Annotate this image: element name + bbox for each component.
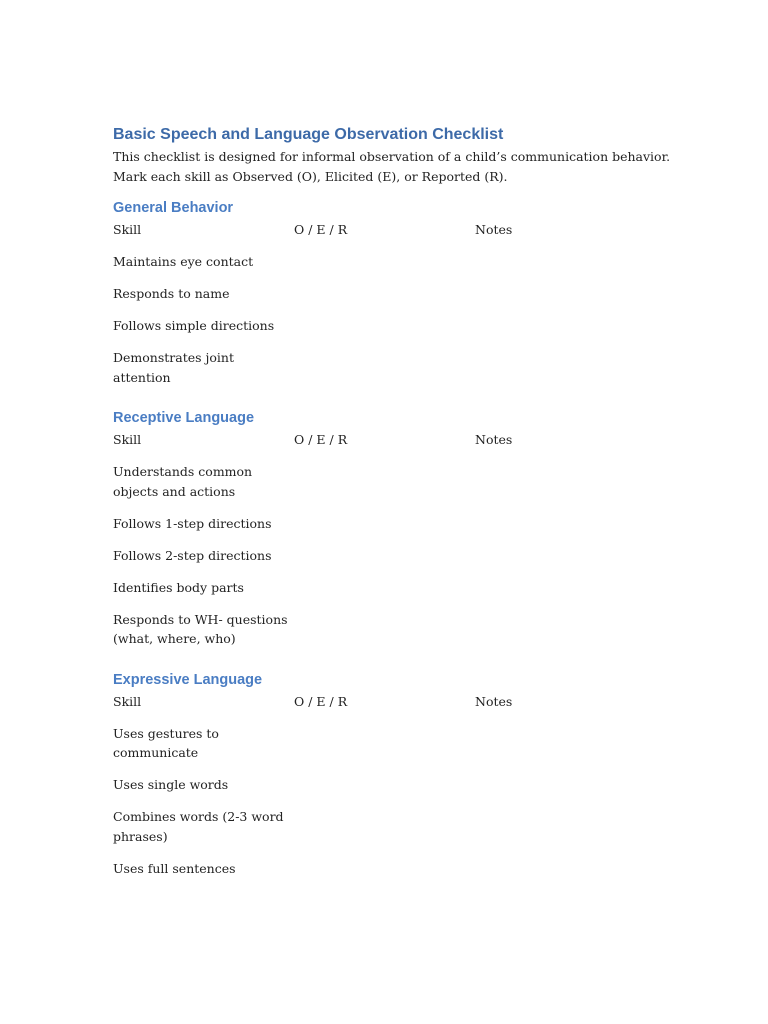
column-header-skill: Skill: [113, 693, 142, 709]
column-header-notes: Notes: [475, 432, 513, 447]
checklist-section: [113, 670, 673, 879]
section-heading: General Behavior: [113, 200, 234, 216]
skill-row: [113, 859, 673, 879]
checklist-section: [113, 198, 673, 387]
intro-line-2: Mark each skill as Observed (O), Elicited (E), or Reported (R).: [113, 168, 508, 184]
skill-label-line: Responds to name: [113, 286, 230, 301]
notes-cell: [475, 252, 673, 272]
oer-cell: [294, 316, 475, 336]
notes-cell: [475, 462, 673, 501]
skill-row: [113, 724, 673, 763]
skill-label: [113, 316, 294, 336]
skill-row: [113, 462, 673, 501]
notes-cell: [475, 348, 673, 387]
notes-cell: [475, 316, 673, 336]
document-page: [113, 125, 673, 878]
oer-cell: [294, 514, 475, 534]
skill-label-line: phrases): [113, 828, 168, 844]
column-header-row: [113, 692, 673, 712]
skill-label-line: Uses single words: [113, 777, 229, 792]
notes-cell: [475, 546, 673, 566]
skill-row: [113, 610, 673, 649]
checklist-section: [113, 408, 673, 649]
skill-label-line: Identifies body parts: [113, 579, 244, 595]
skill-label: [113, 578, 294, 598]
oer-cell: [294, 775, 475, 795]
oer-cell: [294, 724, 475, 763]
skill-label: [113, 252, 294, 272]
skill-label-line: Follows 1-step directions: [113, 515, 272, 531]
skill-label-line: Uses full sentences: [113, 860, 236, 876]
skill-label-line: communicate: [113, 745, 199, 760]
column-header-oer: O / E / R: [294, 222, 348, 237]
column-header-oer: O / E / R: [294, 432, 348, 447]
section-heading: Expressive Language: [113, 671, 263, 688]
skill-label: [113, 284, 294, 304]
skill-row: [113, 775, 673, 795]
column-header-notes: Notes: [475, 693, 513, 709]
column-header-row: [113, 430, 673, 450]
skill-row: [113, 578, 673, 598]
skill-label-line: Combines words (2-3 word: [113, 809, 284, 824]
notes-cell: [475, 284, 673, 304]
skill-label-line: Uses gestures to: [113, 725, 219, 741]
notes-cell: [475, 775, 673, 795]
skill-label: [113, 859, 294, 879]
oer-cell: [294, 610, 475, 649]
skill-label-line: Maintains eye contact: [113, 254, 254, 269]
skill-label-line: Responds to WH- questions: [113, 611, 288, 627]
skill-label: [113, 462, 294, 501]
column-header-skill: Skill: [113, 432, 142, 447]
skill-label-line: Follows simple directions: [113, 318, 275, 333]
skill-row: [113, 348, 673, 387]
notes-cell: [475, 859, 673, 879]
skill-row: [113, 546, 673, 566]
skill-label-line: attention: [113, 369, 171, 385]
column-header-row: [113, 220, 673, 240]
section-heading: Receptive Language: [113, 410, 255, 426]
skill-label: [113, 546, 294, 566]
oer-cell: [294, 546, 475, 566]
skill-row: [113, 514, 673, 534]
skill-row: [113, 284, 673, 304]
notes-cell: [475, 807, 673, 846]
notes-cell: [475, 514, 673, 534]
skill-label-line: Understands common: [113, 464, 253, 479]
notes-cell: [475, 724, 673, 763]
intro-line-1: This checklist is designed for informal observation of a child’s communication behavior.: [113, 149, 671, 164]
skill-label-line: Demonstrates joint: [113, 350, 234, 365]
oer-cell: [294, 348, 475, 387]
skill-label: [113, 807, 294, 846]
skill-label: [113, 610, 294, 649]
skill-label-line: Follows 2-step directions: [113, 547, 272, 563]
oer-cell: [294, 252, 475, 272]
oer-cell: [294, 807, 475, 846]
column-header-notes: Notes: [475, 222, 513, 237]
skill-label-line: objects and actions: [113, 483, 236, 499]
checklist-sections: [113, 198, 673, 878]
skill-row: [113, 807, 673, 846]
skill-label: [113, 514, 294, 534]
skill-label: [113, 348, 294, 387]
notes-cell: [475, 610, 673, 649]
skill-row: [113, 316, 673, 336]
column-header-skill: Skill: [113, 222, 142, 237]
document-intro: [113, 147, 673, 186]
document-title: Basic Speech and Language Observation Checklist: [113, 126, 504, 143]
notes-cell: [475, 578, 673, 598]
column-header-oer: O / E / R: [294, 693, 348, 709]
skill-label-line: (what, where, who): [113, 631, 236, 646]
oer-cell: [294, 859, 475, 879]
oer-cell: [294, 462, 475, 501]
skill-label: [113, 775, 294, 795]
oer-cell: [294, 578, 475, 598]
skill-label: [113, 724, 294, 763]
skill-row: [113, 252, 673, 272]
oer-cell: [294, 284, 475, 304]
